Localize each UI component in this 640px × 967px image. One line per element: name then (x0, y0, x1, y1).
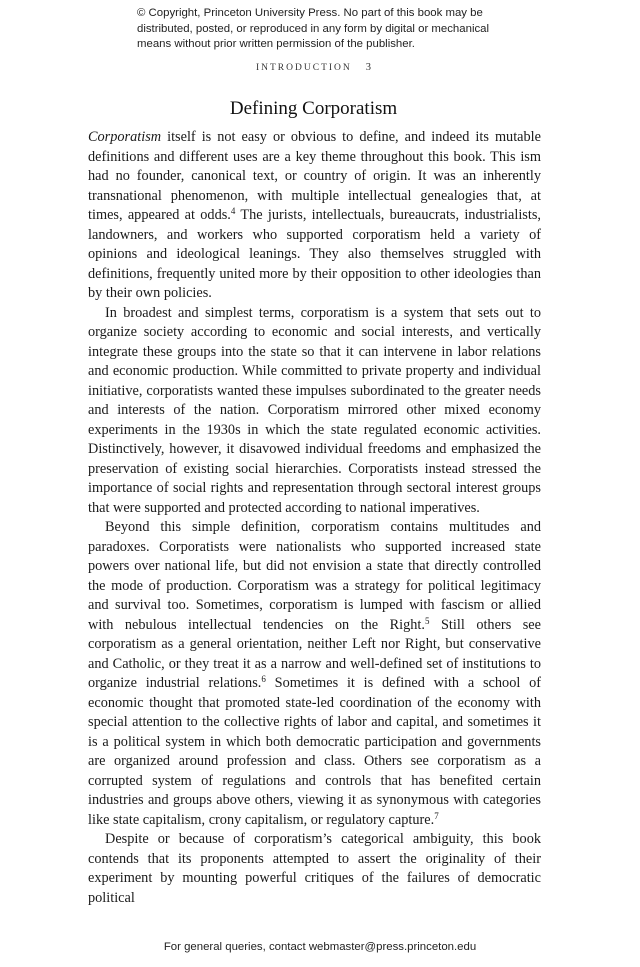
paragraph (88, 518, 541, 830)
running-head (0, 62, 627, 73)
footer-contact: For general queries, contact webmaster@press.princeton.edu (163, 941, 477, 953)
running-head-title: INTRODUCTION (255, 63, 352, 73)
paragraph-text: Despite or because of corporatism’s categorical ambiguity, this book contends that its proponents attempted to assert the originality of their experiment by mounting powerful critiques of the failures of democratic political (88, 831, 541, 906)
paragraph-text: Sometimes it is defined with a school of economic thought that promoted state-led coordination of the economy with special attention to the collective rights of labor and capital, and sometimes it is a political system in which both democratic participation and governments are organized around profession and class. Others see corporatism as a corrupted system of regulations and controls that has benefited certain industries and groups above others, viewing it as synonymous with categories like state capitalism, crony capitalism, or regulatory capture. (88, 675, 542, 828)
footnote-marker: 4 (230, 206, 236, 217)
paragraph-text: The jurists, intellectuals, bureaucrats, industrialists, landowners, and workers who supported corporatism held a variety of opinions and ideological leanings. They also themselves struggled with definitions, frequently united more by their opposition to other ideologies than by their own policies. (88, 207, 541, 301)
paragraph (88, 128, 541, 304)
paragraph (88, 304, 541, 519)
paragraph-text: In broadest and simplest terms, corporatism is a system that sets out to organize society according to economic and social interests, and vertically integrate these groups into the state so that it can intervene in labor relations and economic production. While committed to private property and individual initiative, corporatists wanted these impulses subordinated to the greater needs and interests of the nation. Corporatism mirrored other mixed economy experiments in the 1930s in which the state regulated economic activities. Distinctively, however, it disavowed individual freedoms and emphasized the preservation of existing social hierarchies. Corporatists instead stressed the importance of social rights and representation through sectoral interest groups that were supported and protected according to national imperatives. (88, 304, 541, 516)
copyright-notice: © Copyright, Princeton University Press. No part of this book may be distributed, posted, or reproduced in any form by digital or mechanical means without prior written permission of the publisher. (137, 7, 490, 50)
paragraph (88, 830, 541, 908)
paragraph-text: Beyond this simple definition, corporatism contains multitudes and paradoxes. Corporatists were nationalists who supported increased state powers over national life, but did not envision a state that directly controlled the mode of production. Corporatism was a strategy for political legitimacy and survival too. Sometimes, corporatism is lumped with fascism or allied with nebulous intellectual tendencies on the Right. (88, 519, 541, 633)
paragraph-text: Still others see corporatism as a general orientation, neither Left nor Right, but conservative and Catholic, or they treat it as a narrow and well-defined set of institutions to organize industrial relations. (88, 616, 542, 691)
section-title: Defining Corporatism (229, 98, 398, 119)
italic-term: Corporatism (88, 129, 162, 145)
page-number: 3 (365, 62, 372, 73)
footnote-marker: 6 (261, 674, 266, 685)
body-text (88, 128, 541, 908)
footnote-marker: 7 (434, 810, 439, 821)
paragraph-text: itself is not easy or obvious to define, and indeed its mutable definitions and different uses are a key theme throughout this book. This ism had no founder, canonical text, or country of origin. It was an inherently transnational phenomenon, with multiple intellectual genealogies that, at times, appeared at odds. (88, 129, 541, 223)
footnote-marker: 5 (424, 615, 430, 626)
